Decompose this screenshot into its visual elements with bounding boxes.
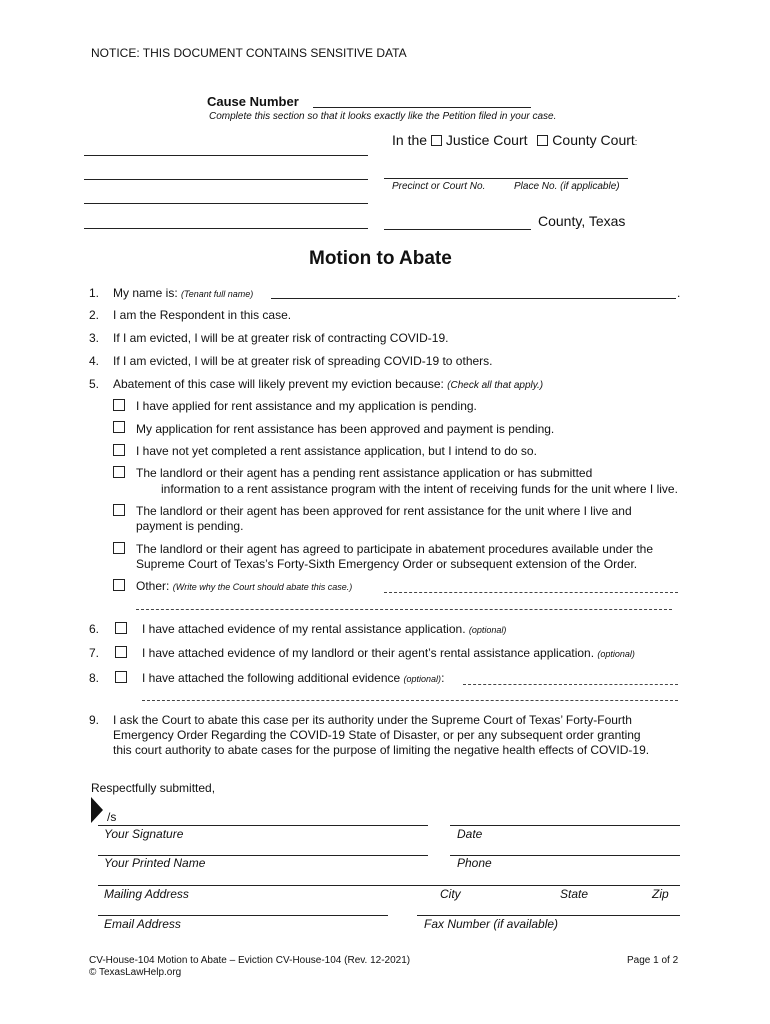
item-7-number: 7. bbox=[89, 646, 100, 660]
in-the-label: In the bbox=[392, 132, 428, 148]
option-2-text: My application for rent assistance has been approved and payment is pending. bbox=[136, 422, 555, 436]
option-6-checkbox[interactable] bbox=[113, 542, 125, 554]
respectfully-submitted: Respectfully submitted, bbox=[91, 781, 216, 795]
option-4-text-line1: The landlord or their agent has a pending rent assistance application or has submitted bbox=[136, 466, 593, 480]
item-5-hint: (Check all that apply.) bbox=[447, 380, 544, 391]
fax-label: Fax Number (if available) bbox=[424, 917, 559, 931]
item-6-text bbox=[142, 622, 506, 636]
item-3-text: If I am evicted, I will be at greater risk of contracting COVID-19. bbox=[113, 331, 449, 345]
option-6-text-line2: Supreme Court of Texas’s Forty-Sixth Emergency Order or subsequent extension of the Order. bbox=[136, 557, 638, 571]
option-5-text-line2: payment is pending. bbox=[136, 519, 244, 533]
footer-copyright: © TexasLawHelp.org bbox=[89, 967, 182, 978]
justice-court-checkbox[interactable] bbox=[431, 135, 442, 146]
county-court-checkbox[interactable] bbox=[537, 135, 548, 146]
item-7-label: I have attached evidence of my landlord or their agent’s rental assistance application. bbox=[142, 646, 595, 660]
item-1-end: . bbox=[677, 286, 681, 300]
item-6-label: I have attached evidence of my rental assistance application. bbox=[142, 622, 466, 636]
state-label: State bbox=[560, 887, 589, 901]
item-2-number: 2. bbox=[89, 308, 100, 322]
precinct-label: Precinct or Court No. bbox=[392, 181, 486, 192]
email-label: Email Address bbox=[104, 917, 181, 931]
item-6-hint: (optional) bbox=[468, 625, 507, 635]
item-5-number: 5. bbox=[89, 377, 100, 391]
option-other-hint: (Write why the Court should abate this case.) bbox=[172, 582, 353, 592]
option-6-text-line1: The landlord or their agent has agreed to participate in abatement procedures available under the bbox=[136, 542, 654, 556]
option-3-text: I have not yet completed a rent assistance application, but I intend to do so. bbox=[136, 444, 537, 458]
place-label: Place No. (if applicable) bbox=[514, 181, 620, 192]
option-2-checkbox[interactable] bbox=[113, 421, 125, 433]
item-5-label: Abatement of this case will likely prevent my eviction because: bbox=[113, 377, 444, 391]
document-title: Motion to Abate bbox=[309, 248, 452, 269]
additional-evidence-field-2[interactable] bbox=[142, 700, 678, 701]
other-reason-field-2[interactable] bbox=[136, 609, 672, 610]
option-4-text-line2: information to a rent assistance program with the intent of receiving funds for the unit where I live. bbox=[161, 482, 678, 496]
option-1-text: I have applied for rent assistance and my application is pending. bbox=[136, 399, 477, 413]
option-other-checkbox[interactable] bbox=[113, 579, 125, 591]
item-9-text-line2: Emergency Order Regarding the COVID-19 State of Disaster, or per any subsequent order granting bbox=[113, 728, 641, 742]
item-8-checkbox[interactable] bbox=[115, 671, 127, 683]
item-1-number: 1. bbox=[89, 286, 100, 300]
item-7-checkbox[interactable] bbox=[115, 646, 127, 658]
item-8-hint: (optional) bbox=[403, 674, 442, 684]
fax-line[interactable] bbox=[417, 915, 680, 916]
item-1-label: My name is: bbox=[113, 286, 178, 300]
other-reason-field-1[interactable] bbox=[384, 592, 678, 593]
item-8-label: I have attached the following additional evidence bbox=[142, 671, 401, 685]
item-8-text bbox=[142, 671, 444, 685]
item-9-text-line1: I ask the Court to abate this case per its authority under the Supreme Court of Texas’ Forty-Fourth bbox=[113, 713, 632, 727]
signature-value[interactable]: /s bbox=[107, 810, 117, 824]
footer-page-number: Page 1 of 2 bbox=[627, 955, 679, 966]
footer-form-id: CV-House-104 Motion to Abate – Eviction CV-House-104 (Rev. 12-2021) bbox=[89, 955, 411, 966]
party-line-1[interactable] bbox=[84, 155, 368, 156]
party-line-3[interactable] bbox=[84, 203, 368, 204]
option-5-checkbox[interactable] bbox=[113, 504, 125, 516]
item-9-number: 9. bbox=[89, 713, 100, 727]
option-4-checkbox[interactable] bbox=[113, 466, 125, 478]
email-line[interactable] bbox=[98, 915, 388, 916]
precinct-place-line[interactable] bbox=[384, 178, 628, 179]
item-4-number: 4. bbox=[89, 354, 100, 368]
county-court-suffix: : bbox=[634, 137, 638, 147]
mailing-address-label: Mailing Address bbox=[104, 887, 189, 901]
phone-label: Phone bbox=[457, 856, 492, 870]
date-label: Date bbox=[457, 827, 483, 841]
justice-court-label: Justice Court bbox=[445, 132, 528, 148]
party-line-4[interactable] bbox=[84, 228, 368, 229]
additional-evidence-field-1[interactable] bbox=[463, 684, 678, 685]
your-signature-label: Your Signature bbox=[104, 827, 184, 841]
county-court-label: County Court bbox=[552, 132, 635, 148]
option-3-checkbox[interactable] bbox=[113, 444, 125, 456]
cause-instruction: Complete this section so that it looks exactly like the Petition filed in your case. bbox=[209, 111, 557, 122]
item-7-text bbox=[142, 646, 635, 660]
tenant-name-field[interactable] bbox=[271, 298, 676, 299]
sensitive-notice: NOTICE: THIS DOCUMENT CONTAINS SENSITIVE DATA bbox=[91, 46, 407, 60]
item-8-number: 8. bbox=[89, 671, 100, 685]
option-other-text bbox=[136, 579, 352, 593]
item-3-number: 3. bbox=[89, 331, 100, 345]
county-texas-label: County, Texas bbox=[538, 213, 626, 229]
item-5-text bbox=[113, 377, 543, 391]
item-6-number: 6. bbox=[89, 622, 100, 636]
item-4-text: If I am evicted, I will be at greater risk of spreading COVID-19 to others. bbox=[113, 354, 493, 368]
item-7-hint: (optional) bbox=[597, 649, 635, 659]
cause-number-label: Cause Number bbox=[207, 94, 299, 109]
court-selector bbox=[392, 132, 637, 148]
city-label: City bbox=[440, 887, 461, 901]
signature-line[interactable] bbox=[98, 825, 428, 826]
zip-label: Zip bbox=[652, 887, 669, 901]
printed-name-label: Your Printed Name bbox=[104, 856, 206, 870]
county-field[interactable] bbox=[384, 229, 531, 230]
item-1-hint: (Tenant full name) bbox=[181, 289, 254, 299]
item-9-text-line3: this court authority to abate cases for the purpose of limiting the negative health effects of COVID-19. bbox=[113, 743, 650, 757]
option-5-text-line1: The landlord or their agent has been approved for rent assistance for the unit where I live and bbox=[136, 504, 632, 518]
sign-here-arrow-icon bbox=[91, 797, 103, 823]
date-line[interactable] bbox=[450, 825, 680, 826]
option-1-checkbox[interactable] bbox=[113, 399, 125, 411]
item-8-colon: : bbox=[441, 671, 445, 685]
mailing-address-line[interactable] bbox=[98, 885, 680, 886]
cause-number-field[interactable] bbox=[313, 107, 531, 108]
item-2-text: I am the Respondent in this case. bbox=[113, 308, 292, 322]
item-6-checkbox[interactable] bbox=[115, 622, 127, 634]
option-other-label: Other: bbox=[136, 579, 170, 593]
item-1-text bbox=[113, 286, 253, 300]
party-line-2[interactable] bbox=[84, 179, 368, 180]
